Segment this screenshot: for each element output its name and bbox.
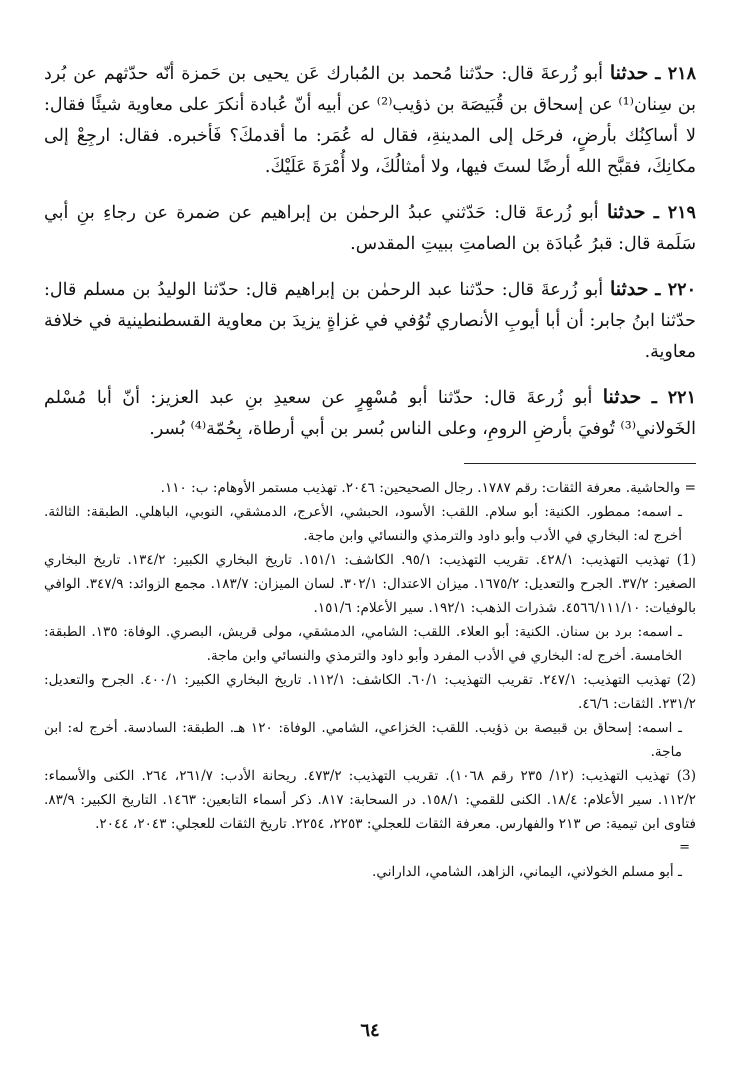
hadith-number: ٢١٨ ـ — [655, 64, 696, 84]
footnote-name-note: ـ أبو مسلم الخولاني، اليماني، الزاهد، الشامي، الداراني. — [372, 864, 682, 880]
hadith-220 — [44, 274, 696, 368]
footnote-divider — [464, 463, 696, 464]
hadith-text: أبو زُرعةَ قال: حدّثنا أبو مُسْهِرٍ عن سعيدِ بنِ عبد العزيز: أنّ أبا مُسْلم الخَولاني⁽³⁾ تُوفيَ بأرضِ الرومِ، وعلى الناس بُسر بن أبي أرطاة، بِحُمّة⁽⁴⁾ بُسر. — [44, 388, 696, 439]
footnote-name-note: ـ اسمه: إسحاق بن قبيصة بن ذؤيب. اللقب: الخزاعي، الشامي. الوفاة: ١٢٠ هـ. الطبقة: السادسة. أخرج له: ابن ماجة. — [44, 720, 682, 760]
hadith-text: أبو زُرعةَ قال: حَدّثني عبدُ الرحمٰن بن إبراهيم عن ضمرة عن رجاءِ بنِ أبي سَلَمة قال: قبرُ عُبادَة بن الصامتِ ببيتِ المقدس. — [44, 203, 696, 254]
hadith-219 — [44, 197, 696, 260]
hadith-text: أبو زُرعةَ قال: حدّثنا مُحمد بن المُبارك عَن يحيى بن حَمزة أنّه حدّثهم عن بُرد بن سِنان⁽¹⁾ عن إسحاق بن قُبَيصَة بن ذؤيب⁽²⁾ عن أبيه أنّ عُبادة أنكرَ على معاوية شيئًا فقال: لا أساكِنُك بأرضٍ، فرحَل إلى المدينةِ، فقال له عُمَر: ما أقدمكَ؟ فَأخبره. فقال: ارجِعْ إلى مكانِكَ، فقبَّح الله أرضًا لستَ فيها، ولا أمثالُكَ، ولا أُمْرَةَ عَلَيْكَ. — [44, 64, 697, 177]
footnote-1: (1) تهذيب التهذيب: ٤٢٨/١. تقريب التهذيب: ٩٥/١. الكاشف: ١٥١/١. تاريخ البخاري الكبير: ١٣٤/٢. تاريخ البخاري الصغير: ٣٧/٢. الجرح والتعديل: ١٦٧٥/٢. ميزان الاعتدال: ٣٠٢/١. لسان الميزان: ١٨٣/٧. مجمع الزوائد: ٣٤٧/٩. الوافي بالوفيات: ٤٥٦٦/١١١/١٠. شذرات الذهب: ١٩٢/١. سير الأعلام: ١٥١/٦. — [44, 552, 697, 616]
hadith-218 — [44, 58, 696, 183]
hadith-keyword: حدثنا — [602, 386, 642, 408]
hadith-number: ٢٢٠ ـ — [655, 280, 696, 300]
hadith-keyword: حدثنا — [609, 62, 649, 84]
footnote-name-note: ـ اسمه: برد بن سنان. الكنية: أبو العلاء. اللقب: الشامي، الدمشقي، مولى قريش، البصري. الوفاة: ١٣٥. الطبقة: الخامسة. أخرج له: البخاري في الأدب المفرد وأبو داود والترمذي والنسائي وابن ماجة. — [44, 624, 682, 664]
hadith-number: ٢١٩ ـ — [653, 203, 696, 223]
page-body — [44, 58, 696, 888]
page-number: ٦٤ — [360, 1020, 380, 1041]
footnote-2: (2) تهذيب التهذيب: ٢٤٧/١. تقريب التهذيب: ٦٠/١. الكاشف: ١١٢/١. تاريخ البخاري الكبير: ٤٠٠/١. الجرح والتعديل: ٢٣١/٢. الثقات: ٤٦/٦. — [44, 672, 696, 712]
hadith-number: ٢٢١ ـ — [651, 388, 696, 408]
footnotes — [44, 476, 696, 884]
hadith-text: أبو زُرعةَ قال: حدّثنا عبد الرحمٰن بن إبراهيم قال: حدّثنا الوليدُ بن مسلم قال: حدّثنا ابنُ جابر: أن أبا أيوبِ الأنصاري تُوُفي في غزاةٍ يزيدَ بن معاوية القسطنطينية في خلافة معاوية. — [44, 280, 696, 362]
footnote-name-note: ـ اسمه: ممطور. الكنية: أبو سلام. اللقب: الأسود، الحبشي، الأعرج، الدمشقي، النوبي، الباهلي. الطبقة: الثالثة. أخرج له: البخاري في الأدب وأبو داود والترمذي والنسائي وابن ماجة. — [44, 504, 682, 544]
hadith-keyword: حدثنا — [609, 278, 649, 300]
hadith-221 — [44, 382, 696, 445]
footnote-continuation: = والحاشية. معرفة الثقات: رقم ١٧٨٧. رجال الصحيحين: ٢٠٤٦. تهذيب مستمر الأوهام: ب: ١١٠. — [160, 480, 696, 496]
footnote-3: (3) تهذيب التهذيب: (١٢/ ٢٣٥ رقم ١٠٦٨). تقريب التهذيب: ٤٧٣/٢. ريحانة الأدب: ٢٦١/٧، ٢٦٤. الكنى والأسماء: ١١٢/٢. سير الأعلام: ١٨/٤. الكنى للقمي: ١٥٨/١. در السحابة: ٨١٧. ذكر أسماء التابعين: ١٤٦٣. التاريخ الكبير: ٨٣/٩. فتاوى ابن تيمية: ص ٢١٣ والفهارس. معرفة الثقات للعجلي: ٢٢٥٣، ٢٢٥٤. تاريخ الثقات للعجلي: ٢٠٤٣، ٢٠٤٤. — [44, 768, 696, 832]
footnote-continuation-mark: = — [679, 840, 690, 855]
hadith-keyword: حدثنا — [606, 201, 646, 223]
